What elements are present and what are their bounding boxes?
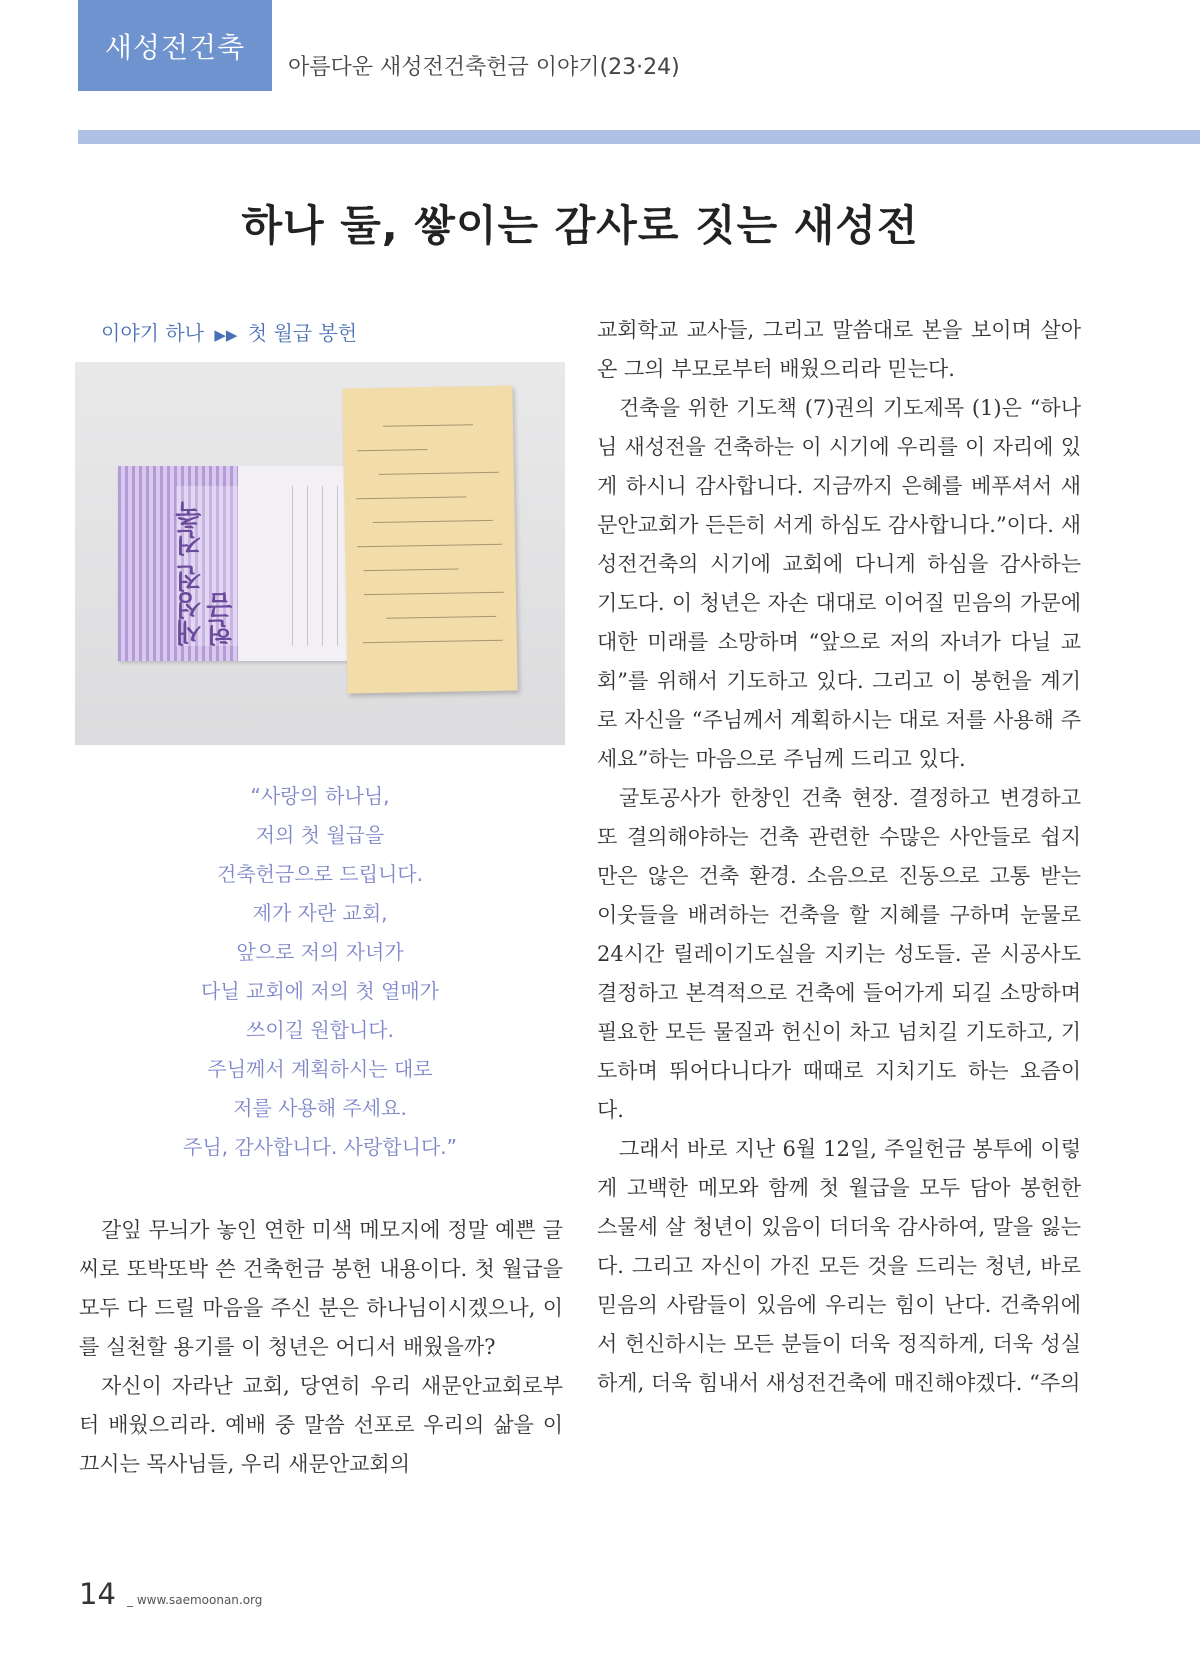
poem-line: 다닐 교회에 저의 첫 열매가 [201,979,439,1003]
body-paragraph: 자신이 자라난 교회, 당연히 우리 새문안교회로부터 배웠으리라. 예배 중 말씀 선포로 우리의 삶을 이끄시는 목사님들, 우리 새문안교회의 [79,1374,563,1476]
header-band [78,130,1200,144]
handwritten-memo [342,386,517,694]
envelope-label: 새성전 건축헌금 [176,486,238,646]
footer-url: _ www.saemoonan.org [127,1593,263,1607]
poem-line: 제가 자란 교회, [252,901,388,925]
page-footer [79,1577,262,1611]
article-title: 하나 둘, 쌓이는 감사로 짓는 새성전 [241,201,919,250]
story-label-prefix: 이야기 하나 [101,321,204,345]
page-number: 14 [79,1577,116,1611]
memo-transcription [75,777,565,1167]
poem-line: 건축헌금으로 드립니다. [217,862,423,886]
poem-line: 주님, 감사합니다. 사랑합니다.” [183,1135,457,1159]
header-subtitle: 아름다운 새성전건축헌금 이야기(23·24) [288,55,680,80]
body-paragraph: 그래서 바로 지난 6월 12일, 주일헌금 봉투에 이렇게 고백한 메모와 함께 첫 월급을 모두 담아 봉헌한 스물세 살 청년이 있음이 더더욱 감사하여, 말을 잃는다. 그리고 자신이 가진 모든 것을 드리는 청년, 바로 믿음의 사람들이 있음에 우리는 힘이 난다. 건축위에서 헌신하시는 모든 분들이 더욱 정직하게, 더욱 성실하게, 더욱 힘내서 새성전건축에 매진해야겠다. “주의 [597,1137,1081,1395]
right-column-body [597,311,1081,1403]
poem-line: “사랑의 하나님, [250,784,390,808]
left-column-body [79,1211,563,1484]
double-arrow-icon: ▶▶ [214,326,238,344]
story-label-topic: 첫 월급 봉헌 [247,321,358,345]
body-paragraph: 건축을 위한 기도책 (7)권의 기도제목 (1)은 “하나님 새성전을 건축하는 이 시기에 우리를 이 자리에 있게 하시니 감사합니다. 지금까지 은혜를 베푸셔서 새문안교회가 든든히 서게 하심도 감사합니다.”이다. 새성전건축의 시기에 교회에 다니게 하심을 감사하는 기도다. 이 청년은 자손 대대로 이어질 믿음의 가문에 대한 미래를 소망하며 “앞으로 저의 자녀가 다닐 교회”를 위해서 기도하고 있다. 그리고 이 봉헌을 계기로 자신을 “주님께서 계획하시는 대로 저를 사용해 주세요”하는 마음으로 주님께 드리고 있다. [597,396,1081,771]
poem-line: 저를 사용해 주세요. [233,1096,407,1120]
poem-line: 앞으로 저의 자녀가 [236,940,404,964]
story-label [101,317,357,346]
poem-line: 쓰이길 원합니다. [246,1018,394,1042]
section-tag: 새성전건축 [78,0,272,91]
poem-line: 저의 첫 월급을 [255,823,385,847]
poem-line: 주님께서 계획하시는 대로 [207,1057,433,1081]
offering-photo [75,362,565,745]
body-paragraph: 갈잎 무늬가 놓인 연한 미색 메모지에 정말 예쁜 글씨로 또박또박 쓴 건축헌금 봉헌 내용이다. 첫 월급을 모두 다 드릴 마음을 주신 분은 하나님이시겠으나, 이를 실천할 용기를 이 청년은 어디서 배웠을까? [79,1218,563,1359]
body-paragraph-continued: 교회학교 교사들, 그리고 말씀대로 본을 보이며 살아온 그의 부모로부터 배웠으리라 믿는다. [597,318,1081,381]
body-paragraph: 굴토공사가 한창인 건축 현장. 결정하고 변경하고 또 결의해야하는 건축 관련한 수많은 사안들로 쉽지만은 않은 건축 환경. 소음으로 진동으로 고통 받는 이웃들을 배려하는 건축을 할 지혜를 구하며 눈물로 24시간 릴레이기도실을 지키는 성도들. 곧 시공사도 결정하고 본격적으로 건축에 들어가게 되길 소망하며 필요한 모든 물질과 헌신이 차고 넘치길 기도하고, 기도하며 뛰어다니다가 때때로 지치기도 하는 요즘이다. [597,786,1081,1122]
